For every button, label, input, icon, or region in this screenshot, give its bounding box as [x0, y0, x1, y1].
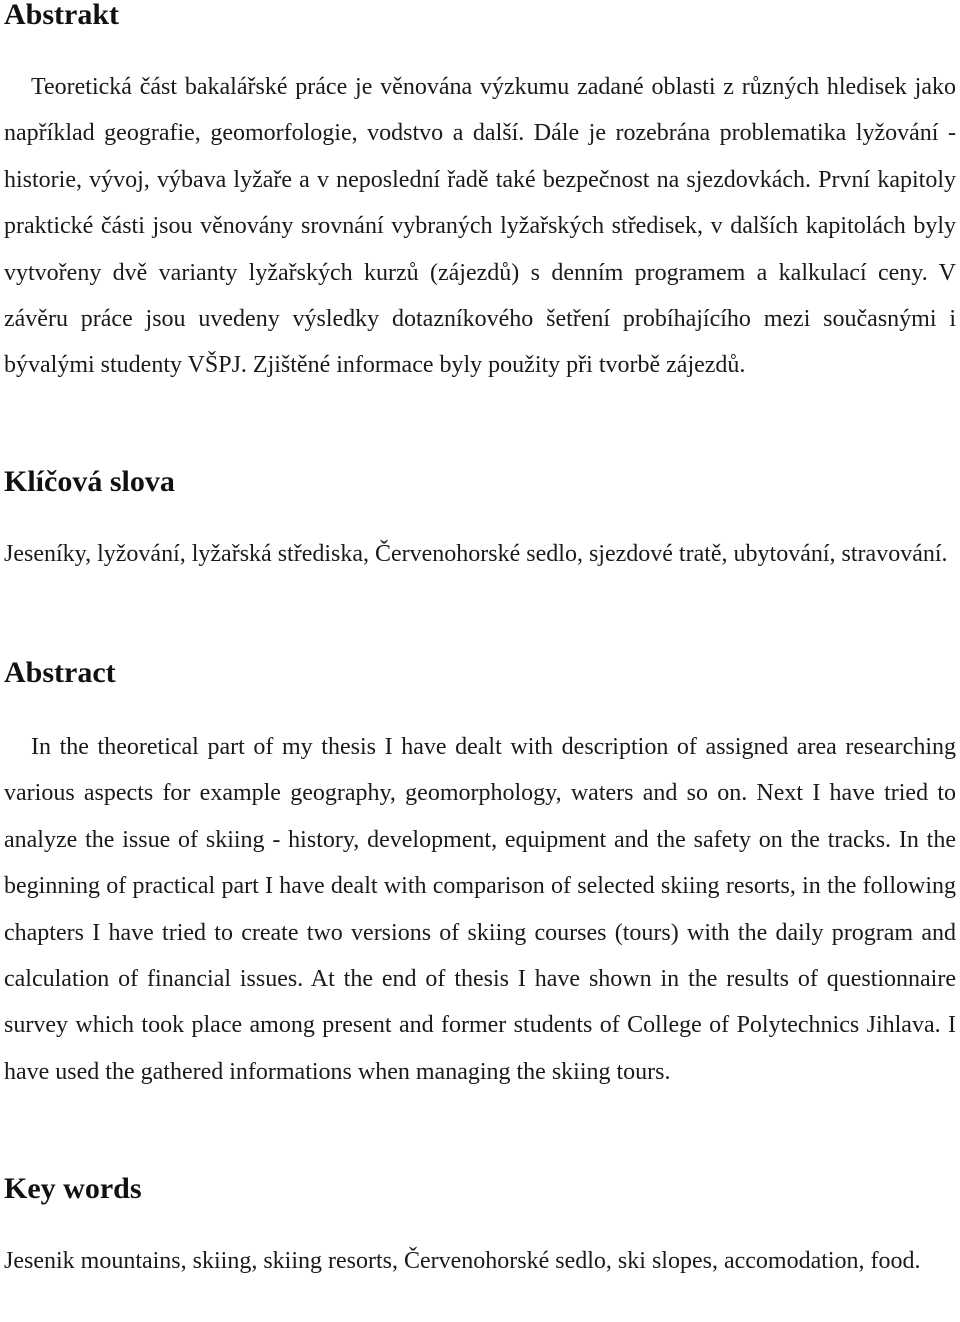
abstract-paragraph: In the theoretical part of my thesis I have dealt with description of assigned area researching various aspects for example geography, geomorphology, waters and so on. Next I have tried to analyze the issue of skiing - history, development, equipment and the safety on the tracks. In the beginning of practical part I have dealt with comparison of selected skiing resorts, in the following chapters I have tried to create two versions of skiing courses (tours) with the daily program and calculation of financial issues. At the end of thesis I have shown in the results of questionnaire survey which took place among present and former students of College of Polytechnics Jihlava. I have used the gathered informations when managing the skiing tours. — [4, 734, 956, 1085]
abstrakt-paragraph: Teoretická část bakalářské práce je věnována výzkumu zadané oblasti z různých hledisek jako například geografie, geomorfologie, vodstvo a další. Dále je rozebrána problematika lyžování - historie, vývoj, výbava lyžaře a v neposlední řadě také bezpečnost na sjezdovkách. První kapitoly praktické části jsou věnovány srovnání vybraných lyžařských středisek, v dalších kapitolách byly vytvořeny dvě varianty lyžařských kurzů (zájezdů) s denním programem a kalkulací ceny. V závěru práce jsou uvedeny výsledky dotazníkového šetření probíhajícího mezi současnými i bývalými studenty VŠPJ. Zjištěné informace byly použity při tvorbě zájezdů. — [4, 74, 956, 379]
key-words-paragraph: Jesenik mountains, skiing, skiing resorts, Červenohorské sedlo, ski slopes, accomodation, food. — [4, 1248, 921, 1274]
key-words-heading: Key words — [4, 1172, 142, 1205]
klicova-slova-heading: Klíčová slova — [4, 465, 175, 498]
abstrakt-heading: Abstrakt — [4, 0, 120, 31]
klicova-slova-paragraph: Jeseníky, lyžování, lyžařská střediska, Červenohorské sedlo, sjezdové tratě, ubytování, stravování. — [4, 541, 948, 567]
abstract-heading: Abstract — [4, 656, 116, 689]
